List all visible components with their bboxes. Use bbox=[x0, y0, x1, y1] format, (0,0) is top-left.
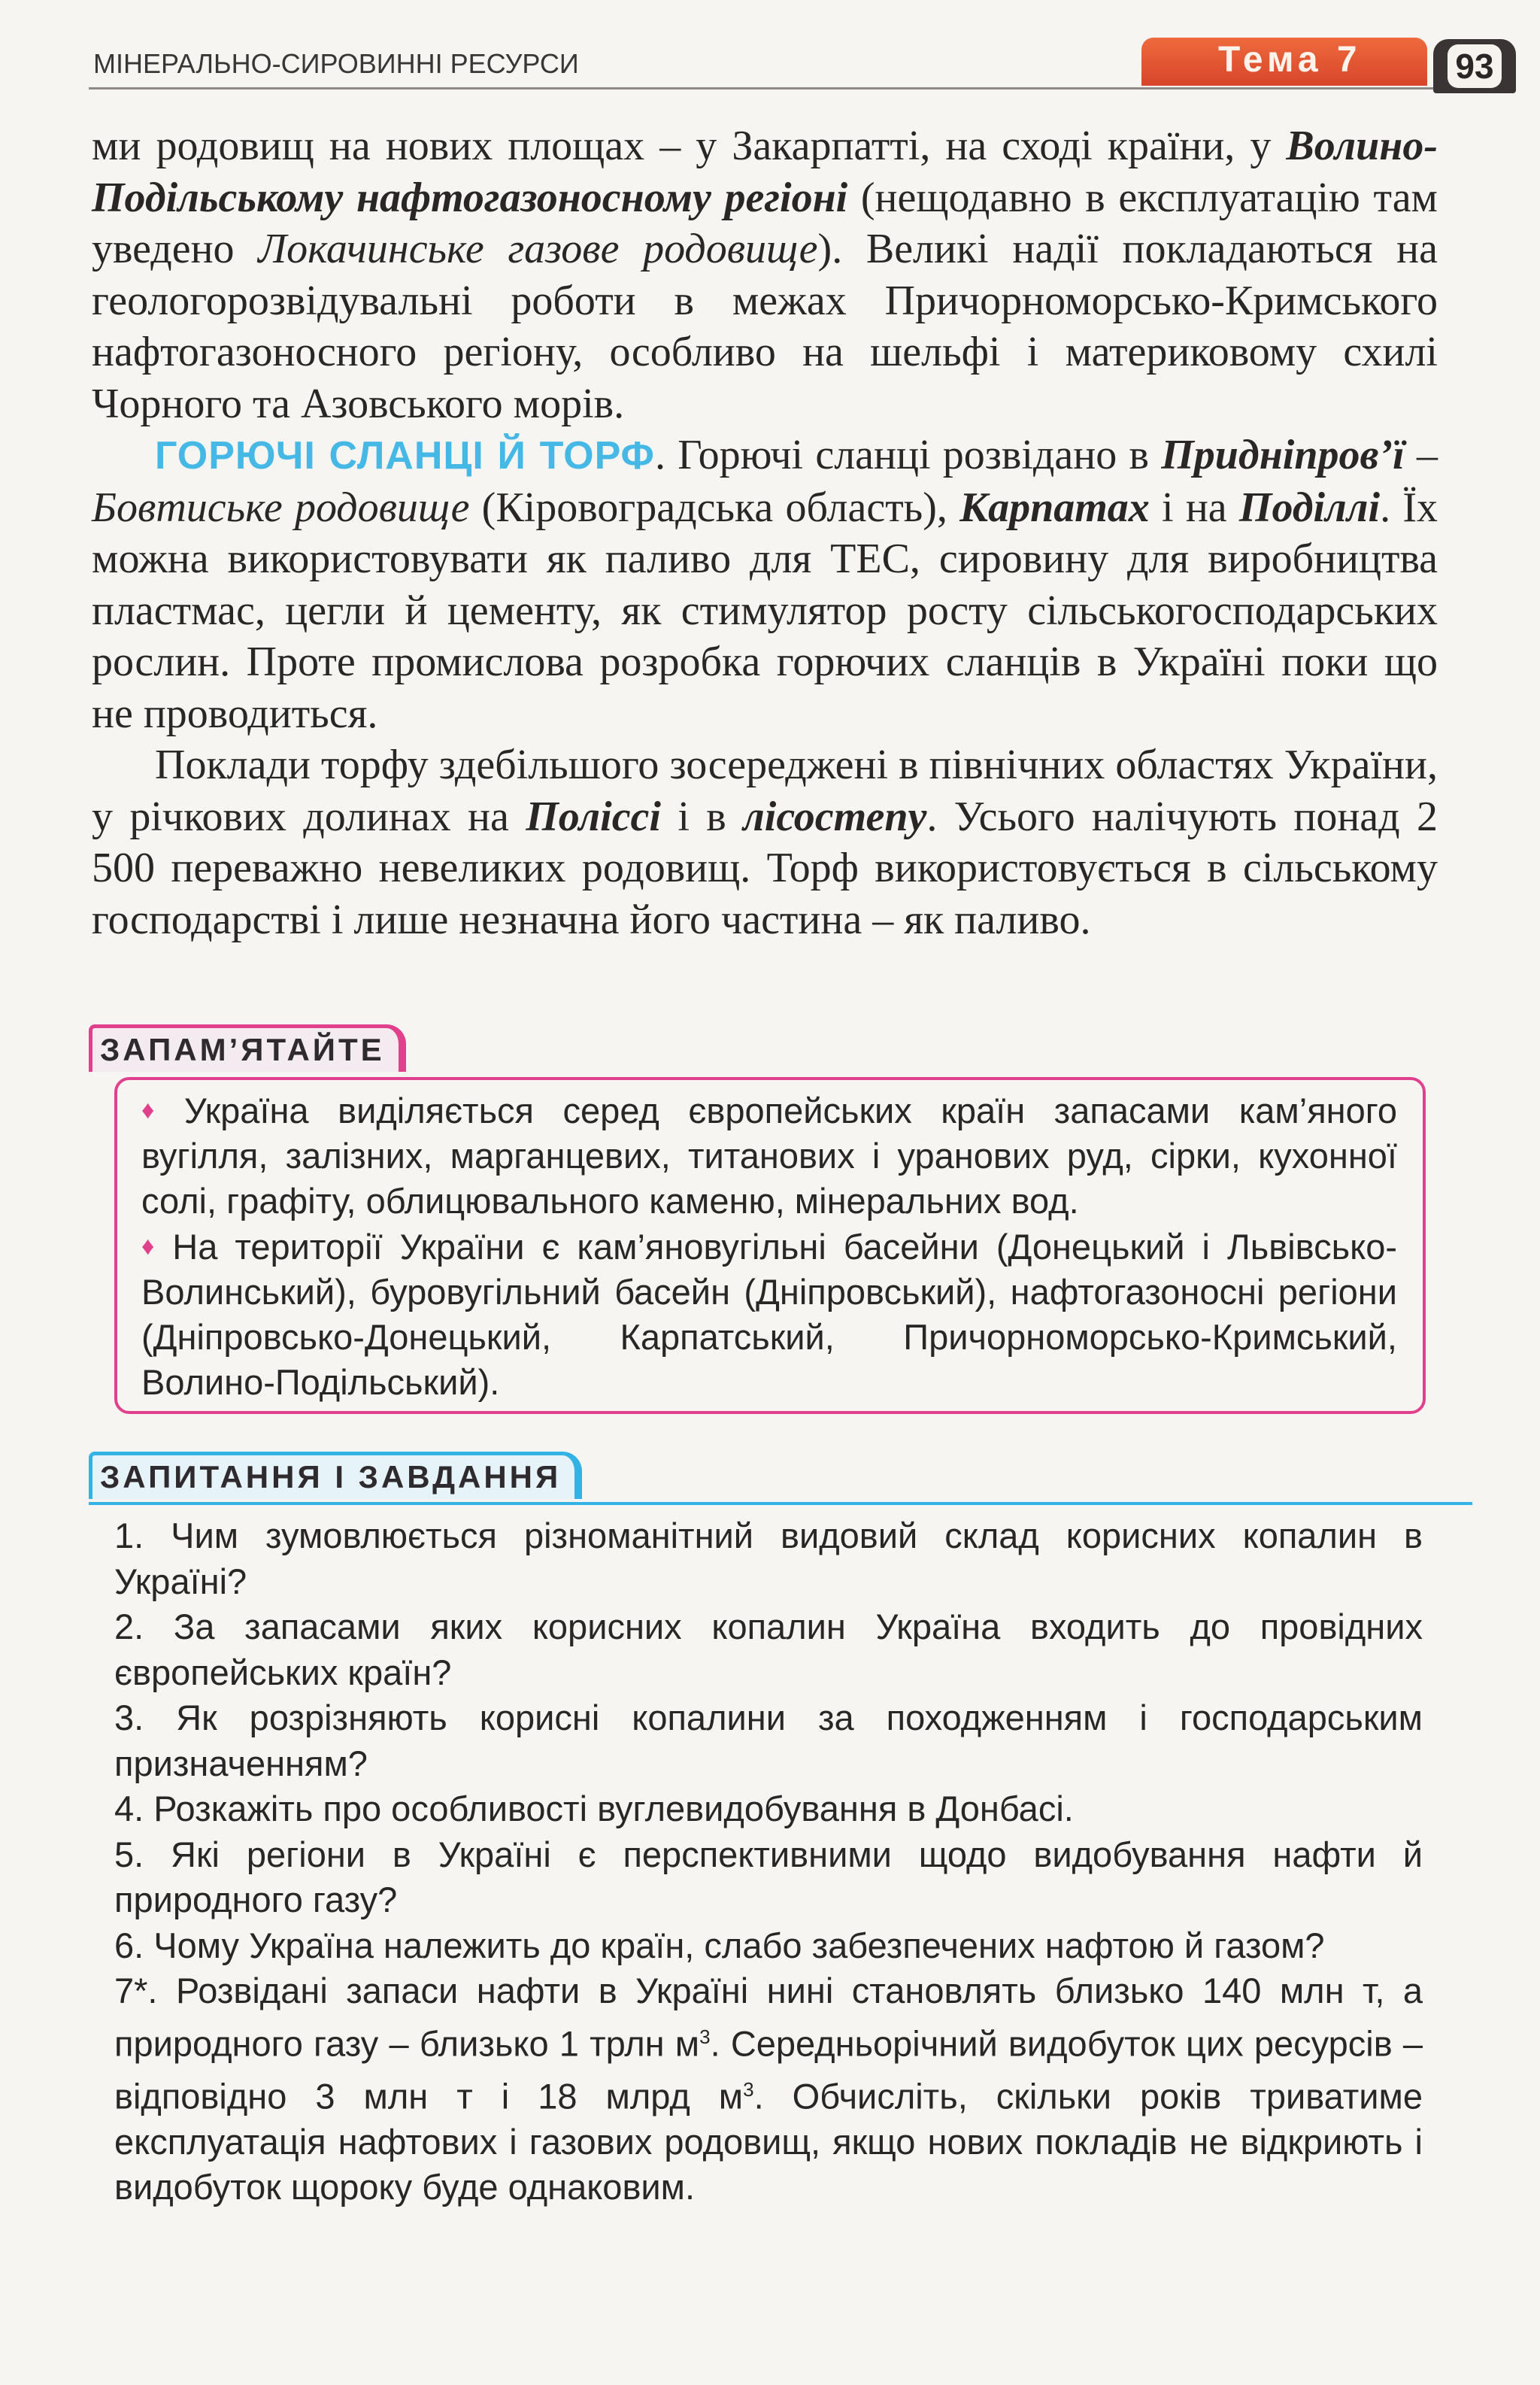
term-italic: Локачинське газове родовище bbox=[258, 226, 818, 272]
questions-divider bbox=[89, 1502, 1472, 1505]
main-text bbox=[92, 120, 1438, 945]
remember-item bbox=[141, 1088, 1397, 1224]
paragraph-1 bbox=[92, 120, 1438, 429]
page-number: 93 bbox=[1448, 44, 1501, 88]
term-bold-italic: лісостепу bbox=[743, 793, 927, 840]
question-item: 5. Які регіони в Україні є перспективними щодо видобування нафти й природного газу? bbox=[114, 1834, 1423, 1919]
term-italic: Бовтиське родовище bbox=[92, 484, 470, 531]
running-header-title: МІНЕРАЛЬНО-СИРОВИННІ РЕСУРСИ bbox=[93, 48, 579, 79]
text-span: . Їх можна використовувати як паливо для ТЕС, сировину для виробництва пластмас, цегли й цементу, як стимулятор росту сільськогосподарських рослин. Проте промислова розробка горючих сланців в Україні поки що не проводиться. bbox=[92, 484, 1438, 737]
superscript: 3 bbox=[743, 2077, 754, 2101]
diamond-bullet-icon: ♦ bbox=[141, 1232, 162, 1261]
page-number-badge bbox=[1433, 39, 1516, 93]
text-span: (нещодавно в експлуатацію там уведено bbox=[92, 174, 1438, 272]
question-item: 1. Чим зумовлюється різноманітний видовий склад корисних копалин в Україні? bbox=[114, 1516, 1423, 1601]
remember-item bbox=[141, 1224, 1397, 1405]
questions-list bbox=[114, 1513, 1423, 2211]
term-bold-italic: Поліссі bbox=[526, 793, 661, 840]
question-item: 4. Розкажіть про особливості вуглевидобування в Донбасі. bbox=[114, 1789, 1074, 1828]
section-heading: ГОРЮЧІ СЛАНЦІ Й ТОРФ bbox=[155, 434, 655, 478]
text-span: ми родовищ на нових площах – у Закарпатті, на сході країни, у bbox=[92, 123, 1287, 169]
term-bold-italic: Поділлі bbox=[1238, 484, 1381, 531]
question-item: 2. За запасами яких корисних копалин Україна входить до провідних європейських країн? bbox=[114, 1607, 1423, 1692]
text-span: ). Великі надії покладаються на геологорозвідувальні роботи в межах Причорноморсько-Кримського нафтогазоносного регіону, особливо на шельфі і материковому схилі Чорного та Азовського морів. bbox=[92, 226, 1438, 427]
paragraph-3 bbox=[92, 739, 1438, 945]
text-span: (Кіровоградська область), bbox=[469, 484, 960, 531]
paragraph-2 bbox=[92, 429, 1438, 739]
theme-label: Тема 7 bbox=[1218, 40, 1362, 80]
superscript: 3 bbox=[699, 2025, 711, 2048]
text-span: 7*. Розвідані запаси нафти в Україні нині становлять близько 140 млн т, а природного газу – близько 1 трлн м bbox=[114, 1971, 1423, 2064]
remember-label: ЗАПАМ’ЯТАЙТЕ bbox=[89, 1024, 406, 1072]
text-span: . Усього налічують понад 2 500 переважно невеликих родовищ. Торф використовується в сільському господарстві і лише незначна його частина – як паливо. bbox=[92, 793, 1438, 943]
term-bold-italic: Волино-Подільському нафтогазоносному регіоні bbox=[92, 123, 1438, 221]
questions-label: ЗАПИТАННЯ І ЗАВДАННЯ bbox=[89, 1452, 582, 1499]
text-span: . Обчисліть, скільки років триватиме експлуатація нафтових і газових родовищ, якщо нових покладів не відкриють і видобуток щороку буде однаковим. bbox=[114, 2076, 1423, 2207]
remember-item-text: На території України є кам’яновугільні басейни (Донецький і Львівсько-Волинський), буровугільний басейн (Дніпровський), нафтогазоносні регіони (Дніпровсько-Донецький, Карпатський, Причорноморсько-Кримський, Волино-Подільський). bbox=[141, 1227, 1397, 1402]
question-item: 6. Чому Україна належить до країн, слабо забезпечених нафтою й газом? bbox=[114, 1925, 1325, 1965]
text-span: . Середньорічний видобуток цих ресурсів – відповідно 3 млн т і 18 млрд м bbox=[114, 2023, 1423, 2116]
remember-content bbox=[141, 1088, 1397, 1405]
text-span: і на bbox=[1149, 484, 1239, 531]
text-span: Поклади торфу здебільшого зосереджені в північних областях України, у річкових долинах на bbox=[92, 742, 1438, 840]
diamond-bullet-icon: ♦ bbox=[141, 1096, 174, 1124]
question-item-7 bbox=[114, 1968, 1423, 2211]
text-span: – bbox=[1404, 432, 1438, 478]
text-span: . Горючі сланці розвідано в bbox=[654, 432, 1162, 478]
question-item: 3. Як розрізняють корисні копалини за походженням і господарським призначенням? bbox=[114, 1698, 1423, 1783]
header-divider bbox=[89, 87, 1510, 90]
term-bold-italic: Придніпров’ї bbox=[1161, 432, 1405, 478]
text-span: і в bbox=[660, 793, 744, 840]
remember-item-text: Україна виділяється серед європейських країн запасами кам’яного вугілля, залізних, марганцевих, титанових і уранових руд, сірки, кухонної солі, графіту, облицювального каменю, мінеральних вод. bbox=[141, 1091, 1397, 1221]
term-bold-italic: Карпатах bbox=[959, 484, 1150, 531]
